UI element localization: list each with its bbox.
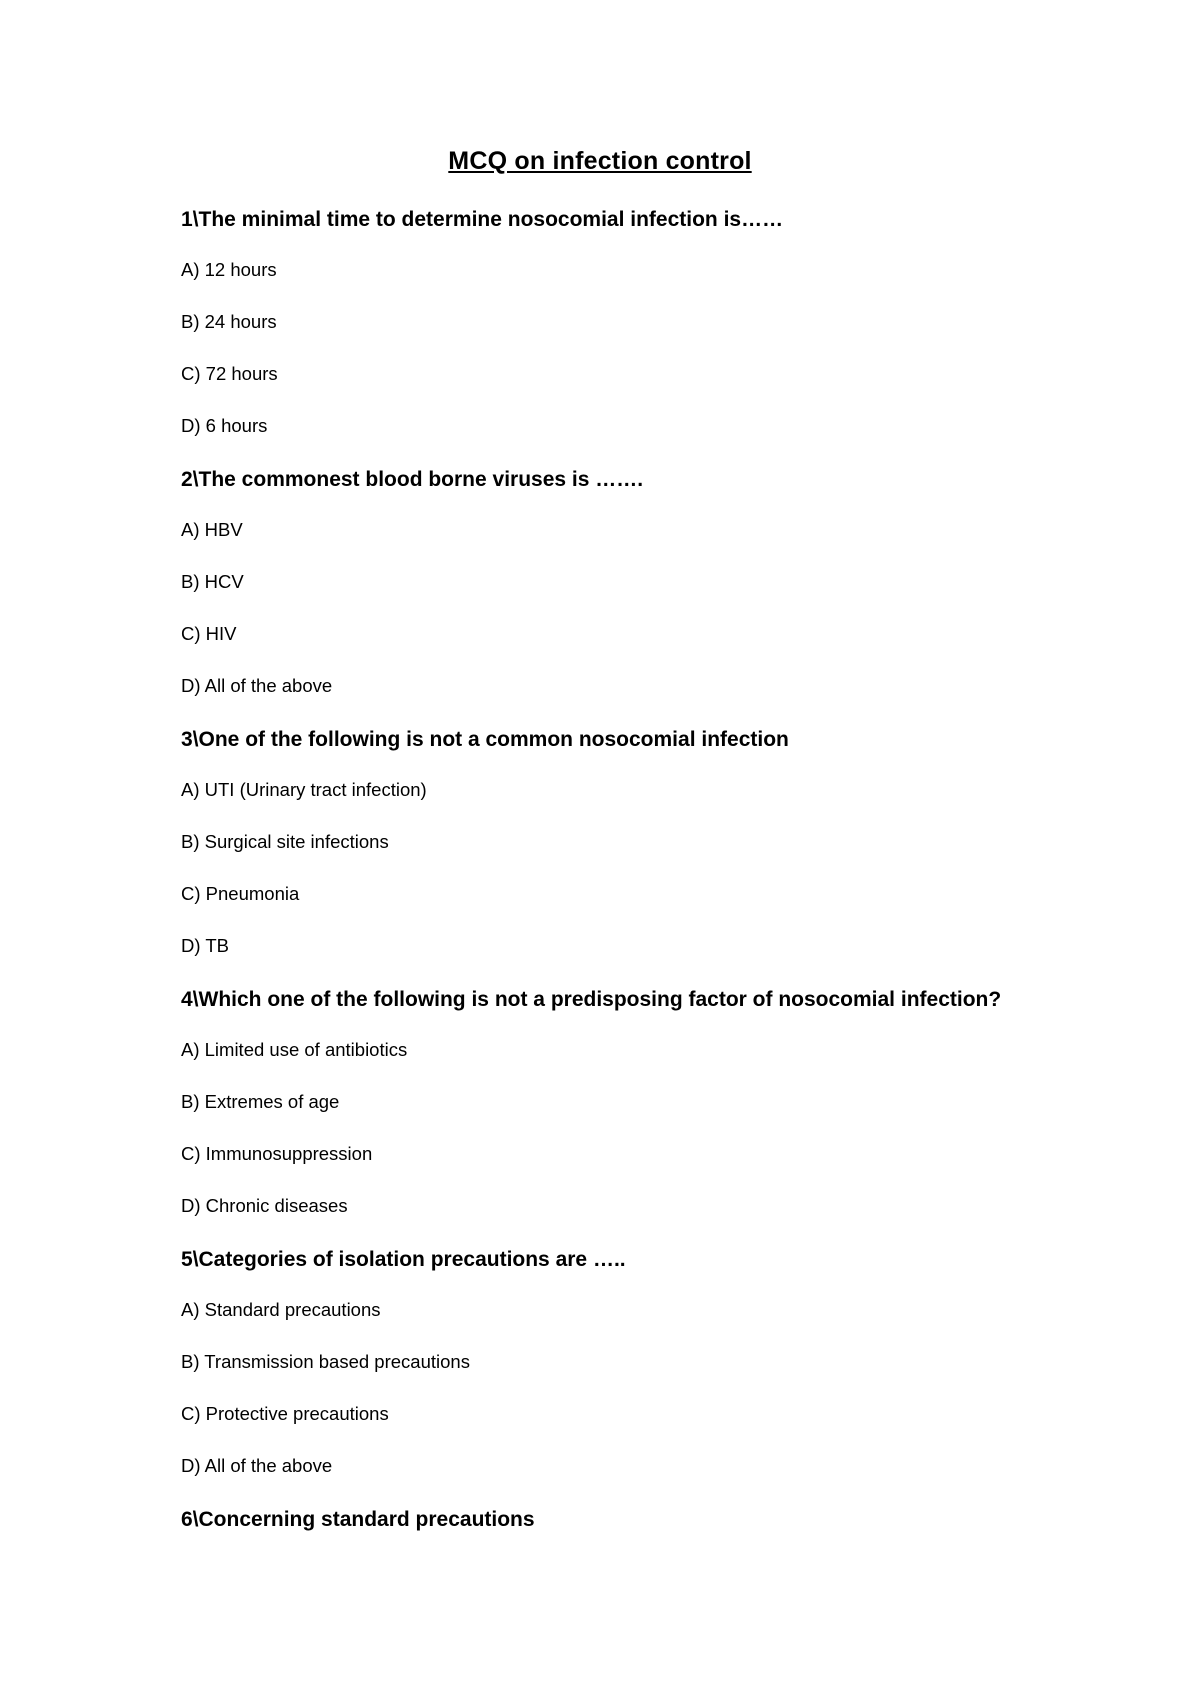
question-text: 4\Which one of the following is not a predisposing factor of nosocomial infection?	[181, 988, 1002, 1011]
question-block-2	[181, 465, 1141, 699]
answer-option: D) 6 hours	[181, 415, 268, 436]
question-text: 3\One of the following is not a common nosocomial infection	[181, 728, 789, 751]
question-text: 2\The commonest blood borne viruses is …….	[181, 468, 644, 491]
question-block-1	[181, 205, 1141, 439]
answer-option: B) 24 hours	[181, 311, 277, 332]
answer-option: C) Protective precautions	[181, 1403, 389, 1424]
answer-option: B) Surgical site infections	[181, 831, 389, 852]
question-text: 6\Concerning standard precautions	[181, 1508, 535, 1531]
answer-option: C) Pneumonia	[181, 883, 300, 904]
question-block-6	[181, 1505, 1141, 1535]
answer-option: B) HCV	[181, 571, 244, 592]
document-title: MCQ on infection control	[448, 147, 752, 175]
answer-option: A) 12 hours	[181, 259, 277, 280]
answer-option: D) All of the above	[181, 675, 333, 696]
question-block-4	[181, 985, 1141, 1219]
question-text: 5\Categories of isolation precautions are …..	[181, 1248, 626, 1271]
answer-option: D) All of the above	[181, 1455, 333, 1476]
answer-option: A) Limited use of antibiotics	[181, 1039, 408, 1060]
answer-option: B) Extremes of age	[181, 1091, 340, 1112]
question-text: 1\The minimal time to determine nosocomial infection is……	[181, 208, 784, 231]
answer-option: B) Transmission based precautions	[181, 1351, 470, 1372]
answer-option: D) TB	[181, 935, 229, 956]
answer-option: C) Immunosuppression	[181, 1143, 373, 1164]
answer-option: A) Standard precautions	[181, 1299, 381, 1320]
answer-option: A) UTI (Urinary tract infection)	[181, 779, 427, 800]
question-list	[181, 205, 1141, 1557]
answer-option: A) HBV	[181, 519, 243, 540]
question-block-3	[181, 725, 1141, 959]
answer-option: D) Chronic diseases	[181, 1195, 348, 1216]
question-block-5	[181, 1245, 1141, 1479]
answer-option: C) 72 hours	[181, 363, 278, 384]
answer-option: C) HIV	[181, 623, 237, 644]
